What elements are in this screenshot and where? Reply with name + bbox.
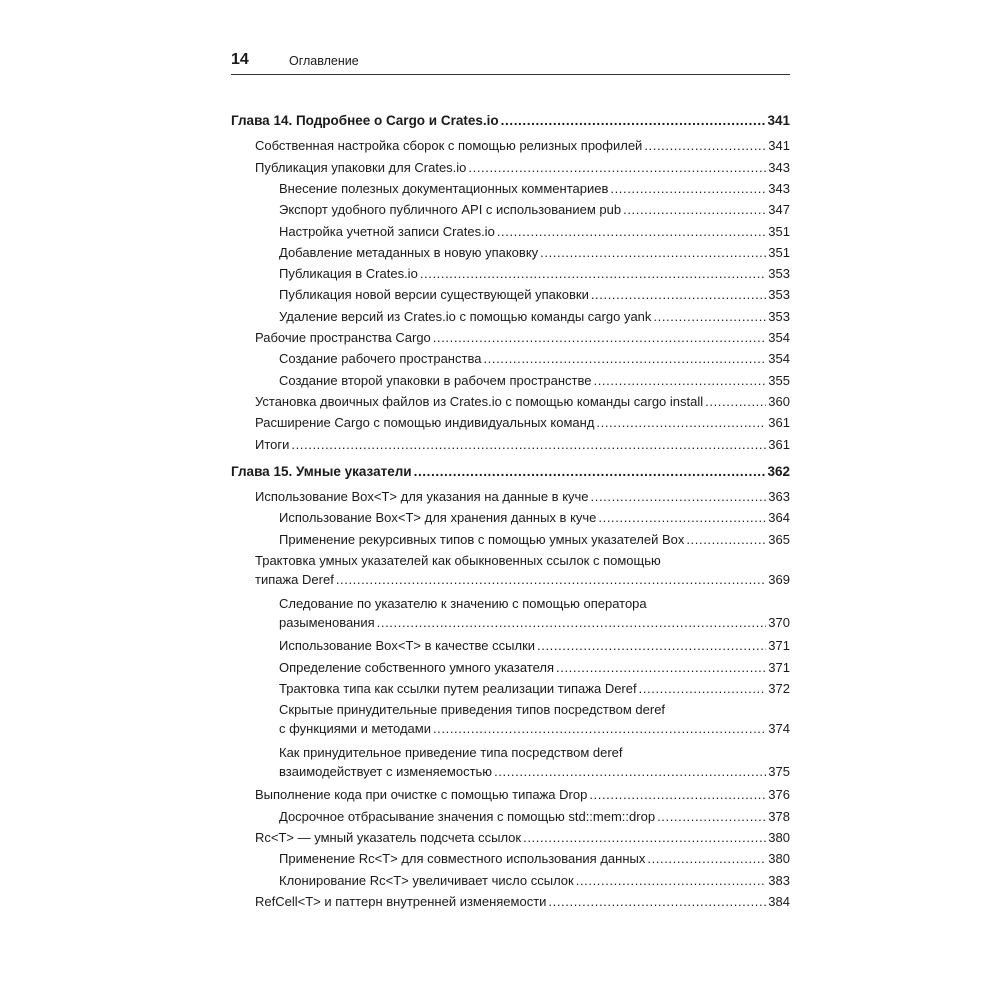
toc-page-number: 374: [768, 721, 790, 737]
toc-entry-title: Публикация упаковки для Crates.io: [255, 159, 467, 175]
toc-entry-title: Добавление метаданных в новую упаковку: [279, 244, 539, 260]
dot-leader: [639, 679, 766, 698]
dot-leader: [414, 462, 766, 481]
toc-entry: [255, 413, 790, 432]
dot-leader: [610, 179, 766, 198]
toc-page-number: 341: [767, 113, 790, 128]
dot-leader: [623, 200, 766, 219]
toc-entry: [279, 200, 790, 219]
dot-leader: [556, 658, 766, 677]
toc-page-number: 384: [768, 893, 790, 909]
dot-leader: [576, 871, 766, 890]
dot-leader: [537, 636, 766, 655]
toc-entry-title: Удаление версий из Crates.io с помощью команды cargo yank: [279, 308, 652, 324]
dot-leader: [420, 264, 766, 283]
toc-page-number: 380: [768, 829, 790, 845]
toc-entry-title: Выполнение кода при очистке с помощью типажа Drop: [255, 787, 588, 803]
toc-entry-title: взаимодействует с изменяемостью: [279, 763, 493, 779]
toc-entry: [255, 892, 790, 911]
toc-entry: [255, 828, 790, 847]
toc-entry-title: Создание второй упаковки в рабочем пространстве: [279, 372, 592, 388]
toc-page-number: 343: [768, 159, 790, 175]
dot-leader: [686, 530, 766, 549]
toc-entry: [279, 264, 790, 283]
toc-page-number: 360: [768, 393, 790, 409]
toc-entry-title-line: Трактовка умных указателей как обыкновенных ссылок с помощью: [255, 553, 661, 568]
dot-leader: [589, 785, 766, 804]
dot-leader: [483, 349, 766, 368]
toc-page-number: 365: [768, 531, 790, 547]
toc-entry-title: Внесение полезных документационных комментариев: [279, 180, 609, 196]
toc-entry-title-line: Следование по указателю к значению с помощью оператора: [279, 595, 647, 611]
toc-page-number: 355: [768, 372, 790, 388]
toc-entry: [255, 158, 790, 177]
toc-entry-title: Использование Box<T> в качестве ссылки: [279, 638, 536, 654]
dot-leader: [291, 435, 766, 454]
toc-entry: [255, 435, 790, 454]
toc-entry-title: Досрочное отбрасывание значения с помощью std::mem::drop: [279, 808, 656, 824]
toc-page-number: 376: [768, 787, 790, 803]
toc-entry-title: Использование Box<T> для хранения данных в куче: [279, 510, 597, 526]
toc-entry: [279, 530, 790, 549]
dot-leader: [644, 136, 766, 155]
toc-entry-title: Применение рекурсивных типов с помощью умных указателей Box: [279, 531, 685, 547]
dot-leader: [591, 285, 766, 304]
toc-entry-title: Публикация новой версии существующей упаковки: [279, 287, 589, 303]
toc-entry-title: Клонирование Rc<T> увеличивает число ссылок: [279, 872, 574, 888]
toc-page-number: 370: [768, 614, 790, 630]
toc-entry-title: Настройка учетной записи Crates.io: [279, 223, 495, 239]
toc-entry-title: Собственная настройка сборок с помощью релизных профилей: [255, 138, 643, 154]
dot-leader: [377, 613, 766, 632]
toc-page-number: 353: [768, 266, 790, 282]
toc-entry-title: с функциями и методами: [279, 721, 431, 737]
toc-chapter: [231, 462, 790, 481]
toc-entry-title-line: Скрытые принудительные приведения типов посредством deref: [279, 702, 666, 718]
toc-entry: [279, 871, 790, 890]
toc-entry-title: Глава 14. Подробнее о Cargo и Crates.io: [231, 113, 499, 128]
toc-entry-title: Итоги: [255, 436, 290, 452]
toc-entry-title: Публикация в Crates.io: [279, 266, 418, 282]
toc-entry: [279, 594, 790, 632]
dot-leader: [598, 508, 766, 527]
toc-entry-title: Рабочие пространства Cargo: [255, 330, 431, 345]
dot-leader: [594, 371, 767, 390]
dot-leader: [433, 719, 766, 738]
dot-leader: [494, 762, 766, 781]
toc-page-number: 361: [768, 436, 790, 452]
dot-leader: [540, 243, 766, 262]
toc-entry: [255, 392, 790, 411]
toc-entry: [279, 700, 790, 738]
toc-entry-title: Создание рабочего пространства: [279, 351, 482, 367]
toc-page-number: 347: [768, 202, 790, 218]
toc-page-number: 378: [768, 808, 790, 824]
dot-leader: [501, 111, 766, 130]
toc-page-number: 364: [768, 510, 790, 526]
toc-page-number: 353: [768, 308, 790, 324]
dot-leader: [596, 413, 766, 432]
toc-page-number: 380: [768, 851, 790, 867]
toc-entry-title: Расширение Cargo с помощью индивидуальных команд: [255, 415, 595, 431]
toc-entry-title: типажа Deref: [255, 572, 334, 587]
toc-entry-title: Использование Box<T> для указания на данные в куче: [255, 489, 589, 505]
toc-entry-title: Трактовка типа как ссылки путем реализации типажа Deref: [279, 680, 637, 696]
toc-page-number: 351: [768, 244, 790, 260]
toc-entry: [255, 785, 790, 804]
toc-page-number: 371: [768, 638, 790, 654]
toc-entry: [279, 658, 790, 677]
toc-entry-title: RefCell<T> и паттерн внутренней изменяемости: [255, 893, 547, 909]
dot-leader: [591, 487, 766, 506]
toc-page-number: 361: [768, 415, 790, 431]
toc-entry-title: Глава 15. Умные указатели: [231, 463, 412, 479]
toc-entry: [255, 136, 790, 155]
toc-entry: [279, 243, 790, 262]
toc-entry: [255, 328, 790, 347]
toc-entry-title: Rc<T> — умный указатель подсчета ссылок: [255, 829, 522, 845]
toc-page-number: 372: [768, 680, 790, 696]
toc-chapter: [231, 111, 790, 130]
dot-leader: [433, 328, 766, 347]
toc-entry: [279, 285, 790, 304]
toc-entry: [279, 307, 790, 326]
toc-entry: [255, 487, 790, 506]
toc-page-number: 383: [768, 872, 790, 888]
toc-entry: [279, 743, 790, 781]
toc-entry: [279, 179, 790, 198]
dot-leader: [497, 222, 766, 241]
dot-leader: [653, 307, 766, 326]
toc-entry-title: Определение собственного умного указателя: [279, 659, 555, 675]
toc-page-number: 351: [768, 223, 790, 239]
toc-entry: [279, 849, 790, 868]
toc-page-number: 375: [768, 763, 790, 779]
toc-entry-title: разыменования: [279, 614, 375, 630]
toc-entry: [279, 222, 790, 241]
toc-page-number: 362: [767, 463, 790, 479]
toc-page-number: 341: [768, 138, 790, 154]
toc-page-number: 369: [768, 572, 790, 587]
toc-entry-title: Установка двоичных файлов из Crates.io с помощью команды cargo install: [255, 393, 704, 409]
toc-entry-title: Экспорт удобного публичного API с использованием pub: [279, 202, 622, 218]
dot-leader: [468, 158, 766, 177]
dot-leader: [705, 392, 766, 411]
toc-page-number: 354: [768, 330, 790, 345]
dot-leader: [657, 807, 766, 826]
dot-leader: [647, 849, 766, 868]
toc-entry: [279, 349, 790, 368]
toc-entry: [279, 371, 790, 390]
dot-leader: [523, 828, 766, 847]
toc-entry: [279, 508, 790, 527]
toc-page-number: 363: [768, 489, 790, 505]
toc-page-number: 371: [768, 659, 790, 675]
dot-leader: [336, 570, 766, 589]
toc-entry: [279, 807, 790, 826]
page-number: 14: [231, 51, 249, 68]
toc-entry-title: Применение Rc<T> для совместного использования данных: [279, 851, 646, 867]
toc-page-number: 343: [768, 180, 790, 196]
toc-entry-title-line: Как принудительное приведение типа посредством deref: [279, 744, 623, 760]
toc-entry: [279, 636, 790, 655]
running-title: Оглавление: [289, 54, 359, 68]
dot-leader: [548, 892, 766, 911]
toc-page-number: 353: [768, 287, 790, 303]
toc-entry: [279, 679, 790, 698]
toc-entry: [255, 551, 790, 589]
toc-page-number: 354: [768, 351, 790, 367]
